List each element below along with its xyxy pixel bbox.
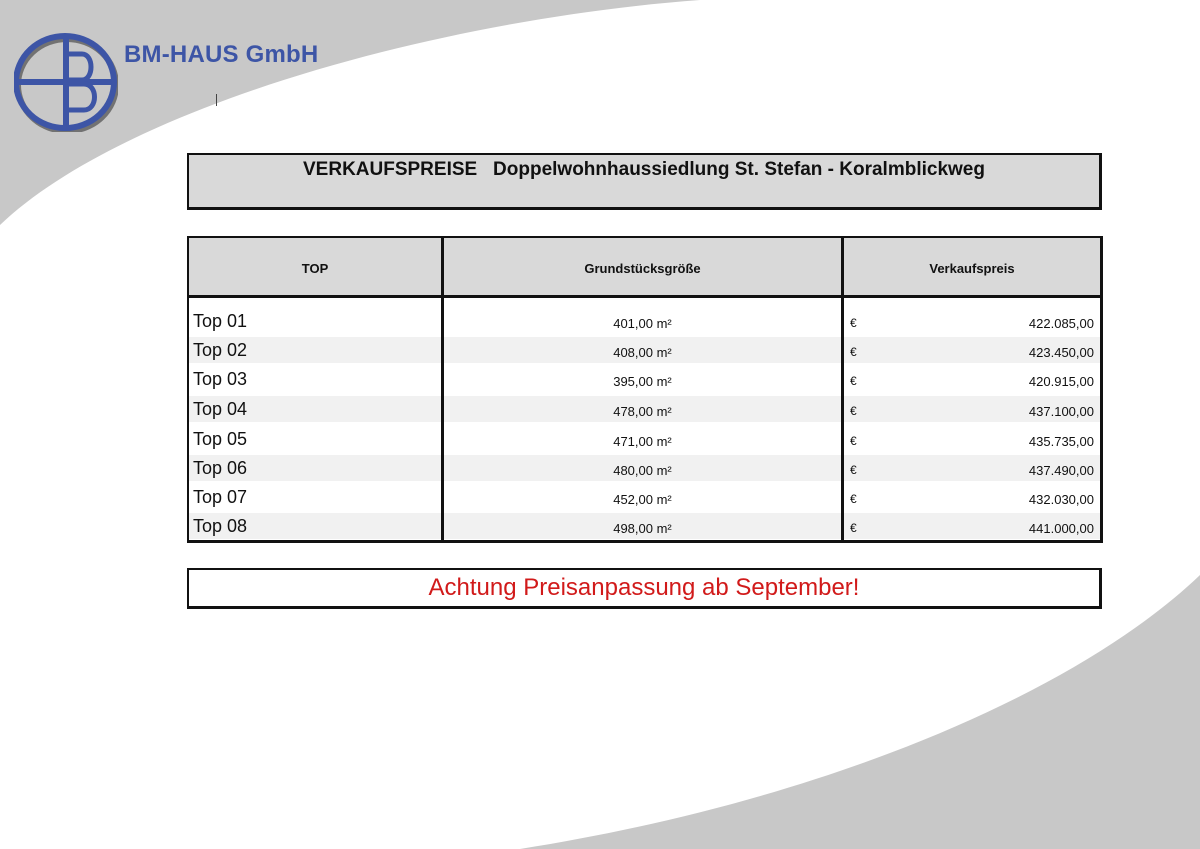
table-row: [189, 484, 1100, 510]
table-row: [189, 396, 1100, 422]
page-title: VERKAUFSPREISE Doppelwohnhaussiedlung St. Stefan - Koralmblickweg: [303, 159, 985, 180]
row-currency: €: [850, 492, 857, 506]
column-header-price: [844, 238, 1100, 298]
row-top: Top 01: [193, 311, 248, 331]
row-currency: €: [850, 521, 857, 535]
row-currency: €: [850, 374, 857, 388]
table-row: [189, 366, 1100, 392]
row-top: Top 05: [193, 429, 248, 449]
row-currency: €: [850, 316, 857, 330]
table-row: [189, 337, 1100, 363]
title-banner: [187, 153, 1102, 210]
column-header-top-label: TOP: [301, 261, 329, 276]
row-size: 401,00 m²: [613, 316, 672, 331]
row-size: 395,00 m²: [613, 374, 672, 389]
price-adjustment-notice: Achtung Preisanpassung ab September!: [428, 574, 860, 601]
row-size: 471,00 m²: [613, 434, 672, 449]
row-top: Top 04: [193, 399, 248, 419]
row-currency: €: [850, 434, 857, 448]
column-header-size: [444, 238, 841, 298]
row-size: 480,00 m²: [613, 463, 672, 478]
row-price: 420.915,00: [1028, 374, 1094, 389]
row-price: 437.490,00: [1028, 463, 1094, 478]
column-header-top: [189, 238, 441, 298]
bm-haus-logo-icon: [14, 32, 118, 132]
row-price: 435.735,00: [1028, 434, 1094, 449]
table-row: [189, 455, 1100, 481]
row-top: Top 03: [193, 369, 248, 389]
row-price: 437.100,00: [1028, 404, 1094, 419]
row-size: 478,00 m²: [613, 404, 672, 419]
column-header-size-label: Grundstücksgröße: [584, 261, 701, 276]
row-price: 432.030,00: [1028, 492, 1094, 507]
column-header-price-label: Verkaufspreis: [929, 261, 1015, 276]
divider-tick: [216, 94, 217, 106]
company-name: BM-HAUS GmbH: [124, 41, 319, 68]
row-top: Top 07: [193, 487, 248, 507]
row-top: Top 08: [193, 516, 248, 536]
column-divider: [441, 238, 444, 540]
notice-banner: [187, 568, 1102, 609]
table-row: [189, 426, 1100, 452]
table-row: [189, 513, 1100, 539]
row-currency: €: [850, 404, 857, 418]
row-currency: €: [850, 345, 857, 359]
table-row: [189, 308, 1100, 334]
row-price: 422.085,00: [1028, 316, 1094, 331]
row-size: 498,00 m²: [613, 521, 672, 536]
row-price: 423.450,00: [1028, 345, 1094, 360]
row-currency: €: [850, 463, 857, 477]
row-top: Top 06: [193, 458, 248, 478]
row-price: 441.000,00: [1028, 521, 1094, 536]
price-table: [187, 236, 1103, 543]
column-divider: [841, 238, 844, 540]
row-top: Top 02: [193, 340, 248, 360]
row-size: 408,00 m²: [613, 345, 672, 360]
row-size: 452,00 m²: [613, 492, 672, 507]
